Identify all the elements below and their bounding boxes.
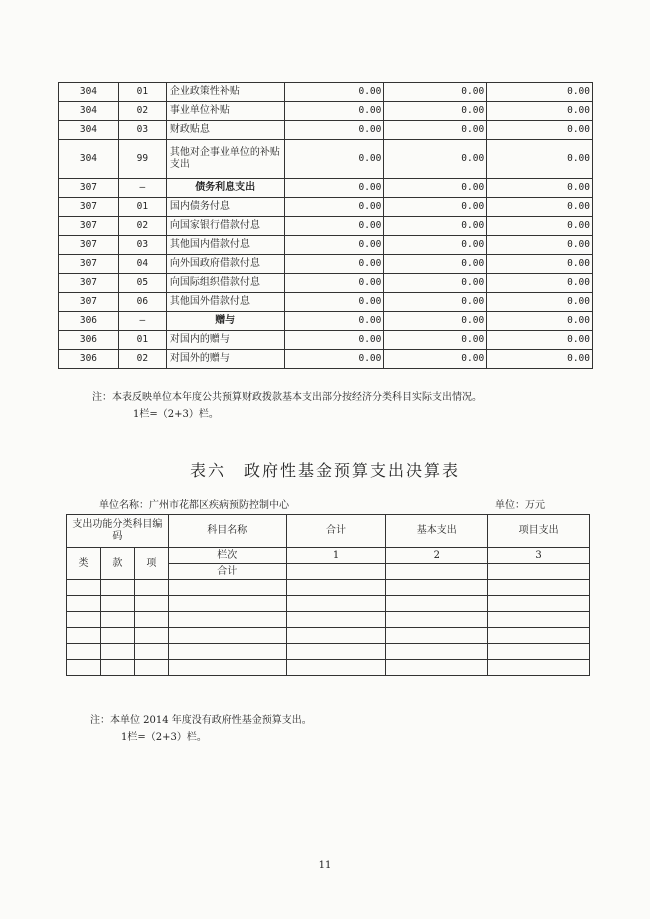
total-value-cell: 0.00 <box>284 121 384 140</box>
empty-cell <box>67 612 101 628</box>
column-number-3: 3 <box>488 548 590 564</box>
item-code-cell: 03 <box>118 121 166 140</box>
empty-cell <box>168 628 286 644</box>
table-row <box>59 217 593 236</box>
item-code-cell: 01 <box>118 198 166 217</box>
total-value-cell: 0.00 <box>284 83 384 102</box>
empty-cell <box>134 596 168 612</box>
subject-name-cell: 其他国内借款付息 <box>166 236 284 255</box>
empty-cell <box>67 580 101 596</box>
empty-cell <box>134 628 168 644</box>
basic-value-cell: 0.00 <box>384 236 487 255</box>
empty-cell <box>386 628 488 644</box>
unit-name: 单位名称：广州市花都区疾病预防控制中心 <box>99 500 289 511</box>
basic-value-cell: 0.00 <box>384 140 487 179</box>
total-header: 合计 <box>286 515 386 548</box>
empty-cell <box>67 596 101 612</box>
class-code-cell: 307 <box>59 198 119 217</box>
subject-name-cell: 向外国政府借款付息 <box>166 255 284 274</box>
total-value-cell: 0.00 <box>284 179 384 198</box>
table6-note: 注：本单位 2014 年度没有政府性基金预算支出。 <box>90 715 312 726</box>
table-row <box>59 350 593 369</box>
table-row <box>59 312 593 331</box>
project-value-cell: 0.00 <box>487 312 593 331</box>
basic-value-cell: 0.00 <box>384 350 487 369</box>
item-code-cell: 99 <box>118 140 166 179</box>
item-code-cell: 01 <box>118 331 166 350</box>
class-code-cell: 304 <box>59 121 119 140</box>
code-group-header: 支出功能分类科目编码 <box>67 515 169 548</box>
subject-name-cell: 向国家银行借款付息 <box>166 217 284 236</box>
empty-cell <box>100 628 134 644</box>
empty-cell <box>386 660 488 676</box>
subject-name-cell: 企业政策性补贴 <box>166 83 284 102</box>
item-code-cell: 02 <box>118 217 166 236</box>
expenditure-table <box>58 82 593 369</box>
subject-name-cell: 国内债务付息 <box>166 198 284 217</box>
table-note-formula: 1栏=（2+3）栏。 <box>133 409 219 420</box>
empty-cell <box>168 596 286 612</box>
subject-name-cell: 其他对企事业单位的补贴支出 <box>166 140 284 179</box>
project-value-cell: 0.00 <box>487 331 593 350</box>
item-code-cell: 03 <box>118 236 166 255</box>
total-value-cell: 0.00 <box>284 331 384 350</box>
empty-cell <box>286 580 386 596</box>
subject-name-cell: 其他国外借款付息 <box>166 293 284 312</box>
project-value-cell: 0.00 <box>487 255 593 274</box>
basic-value-cell: 0.00 <box>384 121 487 140</box>
empty-cell <box>286 596 386 612</box>
subject-name-cell: 财政贴息 <box>166 121 284 140</box>
class-code-cell: 304 <box>59 83 119 102</box>
empty-cell <box>386 644 488 660</box>
section-header: 款 <box>100 548 134 580</box>
empty-cell <box>286 612 386 628</box>
total-value-cell: 0.00 <box>284 198 384 217</box>
item-code-cell: 02 <box>118 350 166 369</box>
class-code-cell: 306 <box>59 312 119 331</box>
empty-cell <box>168 580 286 596</box>
total-value-cell: 0.00 <box>284 293 384 312</box>
project-value-cell: 0.00 <box>487 121 593 140</box>
empty-cell <box>386 580 488 596</box>
empty-cell <box>286 628 386 644</box>
project-value-cell: 0.00 <box>487 179 593 198</box>
total-value-cell: 0.00 <box>284 236 384 255</box>
item-code-cell: – <box>118 179 166 198</box>
class-code-cell: 306 <box>59 331 119 350</box>
item-code-cell: 06 <box>118 293 166 312</box>
basic-value-cell: 0.00 <box>384 198 487 217</box>
total-value-cell: 0.00 <box>284 217 384 236</box>
total-row-label: 合计 <box>168 564 286 580</box>
project-expense-header: 项目支出 <box>488 515 590 548</box>
project-value-cell: 0.00 <box>487 198 593 217</box>
table-row <box>59 140 593 179</box>
empty-cell <box>386 596 488 612</box>
empty-cell <box>286 660 386 676</box>
project-value-cell: 0.00 <box>487 293 593 312</box>
empty-cell <box>134 580 168 596</box>
basic-value-cell: 0.00 <box>384 179 487 198</box>
table-row <box>59 293 593 312</box>
column-number-label: 栏次 <box>168 548 286 564</box>
table-row <box>59 331 593 350</box>
empty-cell <box>67 644 101 660</box>
class-code-cell: 307 <box>59 217 119 236</box>
basic-value-cell: 0.00 <box>384 312 487 331</box>
basic-value-cell: 0.00 <box>384 217 487 236</box>
total-value-cell: 0.00 <box>284 312 384 331</box>
item-header: 项 <box>134 548 168 580</box>
empty-cell <box>100 580 134 596</box>
project-value-cell: 0.00 <box>487 102 593 121</box>
empty-cell <box>100 644 134 660</box>
project-value-cell: 0.00 <box>487 236 593 255</box>
table-row <box>59 179 593 198</box>
empty-cell <box>168 660 286 676</box>
basic-value-cell: 0.00 <box>384 102 487 121</box>
item-code-cell: – <box>118 312 166 331</box>
item-code-cell: 01 <box>118 83 166 102</box>
project-value-cell: 0.00 <box>487 83 593 102</box>
empty-cell <box>134 612 168 628</box>
project-value-cell: 0.00 <box>487 217 593 236</box>
class-code-cell: 307 <box>59 179 119 198</box>
empty-row <box>67 580 590 596</box>
project-value-cell: 0.00 <box>487 140 593 179</box>
item-code-cell: 02 <box>118 102 166 121</box>
table-note: 注：本表反映单位本年度公共预算财政拨款基本支出部分按经济分类科目实际支出情况。 <box>92 392 482 403</box>
column-number-1: 1 <box>286 548 386 564</box>
subject-name-cell: 赠与 <box>166 312 284 331</box>
empty-cell <box>488 612 590 628</box>
empty-row <box>67 612 590 628</box>
class-code-cell: 307 <box>59 236 119 255</box>
total-cell <box>386 564 488 580</box>
subject-name-header: 科目名称 <box>168 515 286 548</box>
empty-cell <box>168 644 286 660</box>
table-row <box>59 121 593 140</box>
empty-cell <box>386 612 488 628</box>
column-number-2: 2 <box>386 548 488 564</box>
table6-note-formula: 1栏=（2+3）栏。 <box>121 732 207 743</box>
table-row <box>59 83 593 102</box>
basic-value-cell: 0.00 <box>384 274 487 293</box>
empty-cell <box>286 644 386 660</box>
empty-cell <box>488 644 590 660</box>
table-row <box>59 255 593 274</box>
project-value-cell: 0.00 <box>487 274 593 293</box>
category-header: 类 <box>67 548 101 580</box>
basic-value-cell: 0.00 <box>384 293 487 312</box>
empty-row <box>67 644 590 660</box>
total-value-cell: 0.00 <box>284 255 384 274</box>
empty-cell <box>100 596 134 612</box>
empty-row <box>67 596 590 612</box>
table-row <box>59 198 593 217</box>
basic-value-cell: 0.00 <box>384 331 487 350</box>
total-cell <box>488 564 590 580</box>
empty-cell <box>134 644 168 660</box>
empty-row <box>67 628 590 644</box>
subject-name-cell: 向国际组织借款付息 <box>166 274 284 293</box>
total-cell <box>286 564 386 580</box>
empty-cell <box>488 580 590 596</box>
class-code-cell: 307 <box>59 255 119 274</box>
empty-cell <box>100 612 134 628</box>
unit-label: 单位：万元 <box>495 500 545 511</box>
empty-cell <box>488 628 590 644</box>
subject-name-cell: 对国内的赠与 <box>166 331 284 350</box>
empty-cell <box>168 612 286 628</box>
item-code-cell: 04 <box>118 255 166 274</box>
basic-expense-header: 基本支出 <box>386 515 488 548</box>
class-code-cell: 306 <box>59 350 119 369</box>
empty-cell <box>67 660 101 676</box>
subject-name-cell: 债务利息支出 <box>166 179 284 198</box>
empty-cell <box>488 596 590 612</box>
gov-fund-budget-table <box>66 514 590 676</box>
class-code-cell: 304 <box>59 102 119 121</box>
table-row <box>59 274 593 293</box>
basic-value-cell: 0.00 <box>384 83 487 102</box>
item-code-cell: 05 <box>118 274 166 293</box>
page-number: 11 <box>318 860 332 871</box>
table6-title: 表六 政府性基金预算支出决算表 <box>189 461 460 480</box>
total-value-cell: 0.00 <box>284 350 384 369</box>
empty-cell <box>100 660 134 676</box>
table-row <box>59 102 593 121</box>
project-value-cell: 0.00 <box>487 350 593 369</box>
table-row <box>59 236 593 255</box>
total-value-cell: 0.00 <box>284 140 384 179</box>
total-value-cell: 0.00 <box>284 274 384 293</box>
empty-cell <box>488 660 590 676</box>
class-code-cell: 307 <box>59 274 119 293</box>
empty-row <box>67 660 590 676</box>
empty-cell <box>134 660 168 676</box>
subject-name-cell: 事业单位补贴 <box>166 102 284 121</box>
empty-cell <box>67 628 101 644</box>
subject-name-cell: 对国外的赠与 <box>166 350 284 369</box>
class-code-cell: 304 <box>59 140 119 179</box>
total-value-cell: 0.00 <box>284 102 384 121</box>
class-code-cell: 307 <box>59 293 119 312</box>
basic-value-cell: 0.00 <box>384 255 487 274</box>
